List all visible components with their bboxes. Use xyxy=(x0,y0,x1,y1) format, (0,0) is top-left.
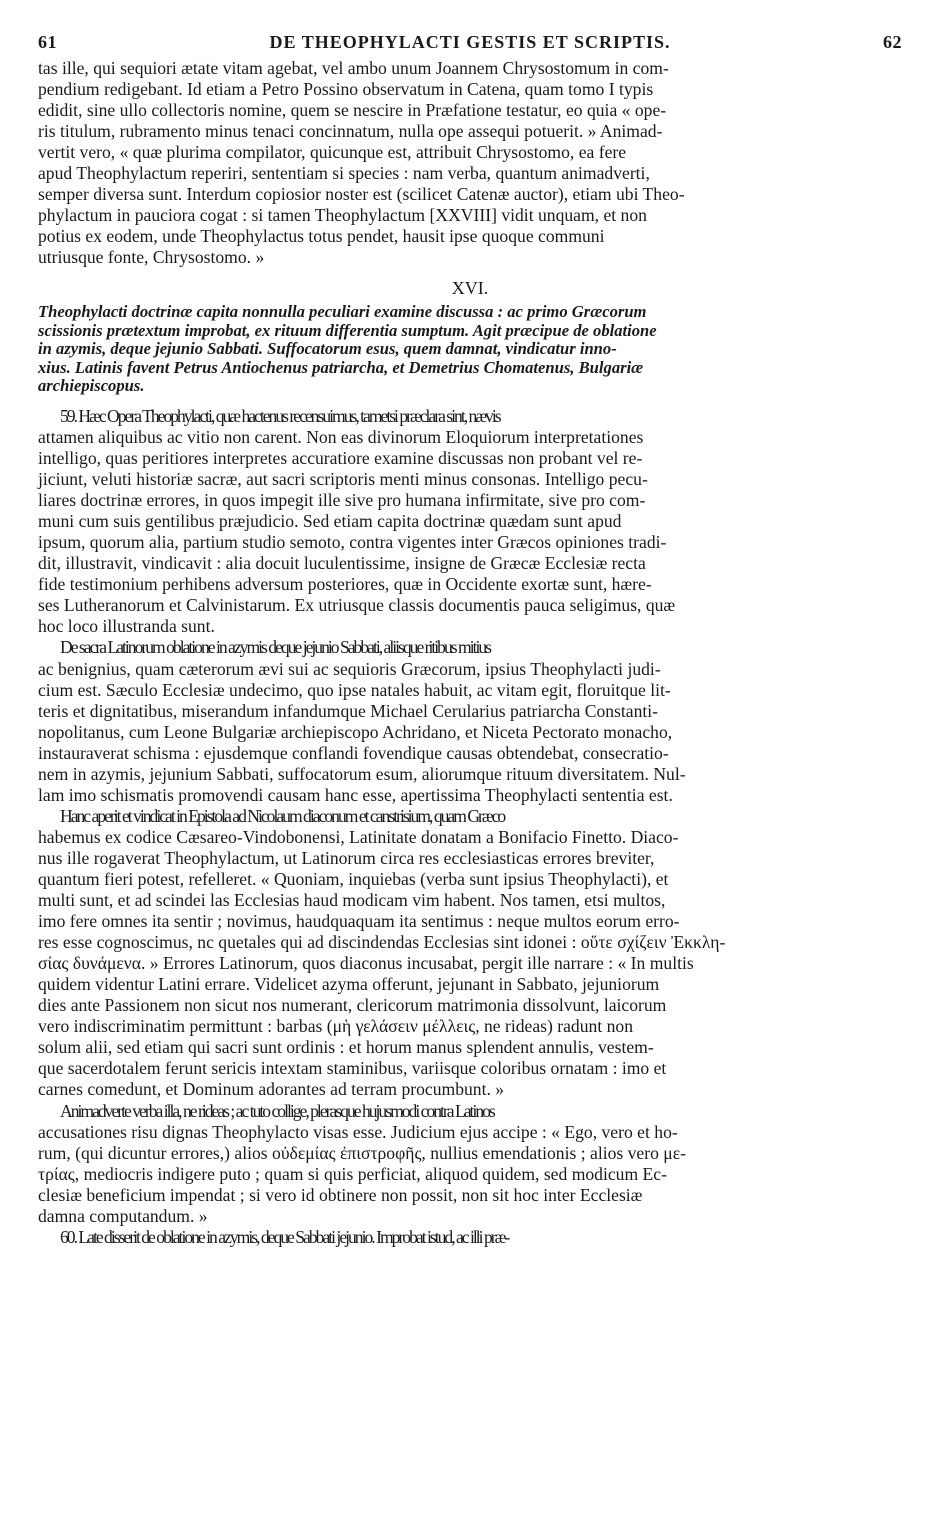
text-line: solum alii, sed etiam qui sacri sunt ordinis : et horum manus splendent annulis, vestem- xyxy=(38,1037,654,1058)
paragraph-de-sacra xyxy=(38,637,902,805)
summary-line: in azymis, deque jejunio Sabbati. Suffocatorum esus, quem damnat, vindicatur inno- xyxy=(38,339,617,359)
text-line: res esse cognoscimus, nc quetales qui ad discindendas Ecclesias sint idonei : οὕτε σχίζειν Ἐκκλη- xyxy=(38,932,726,953)
page-number-left: 61 xyxy=(38,32,57,52)
section-summary xyxy=(38,303,902,396)
text-line: intelligo, quas peritiores interpretes accuratiore examine discussas non probant vel re- xyxy=(38,448,643,469)
text-line: apud Theophylactum reperiri, sententiam si species : nam verba, quantum animadverti, xyxy=(38,163,650,184)
text-line: habemus ex codice Cæsareo-Vindobonensi, Latinitate donatam a Bonifacio Finetto. Diaco- xyxy=(38,826,679,847)
paragraph-59 xyxy=(38,406,902,638)
text-line: quidem videntur Latini errare. Videlicet azyma offerunt, jejunant in Sabbato, jejuniorum xyxy=(38,974,660,995)
text-line: De sacra Latinorum oblatione in azymis deque jejunio Sabbati, aliisque ritibus mitius xyxy=(60,637,491,658)
text-line: vertit vero, « quæ plurima compilator, quicunque est, attribuit Chrysostomo, ea fere xyxy=(38,142,627,163)
text-line: cium est. Sæculo Ecclesiæ undecimo, quo ipse natales habuit, ac vitam egit, floruitque lit- xyxy=(38,679,671,700)
text-line: damna computandum. » xyxy=(38,1205,208,1226)
text-line: σίας δυνάμενα. » Errores Latinorum, quos diaconus incusabat, pergit ille narrare : « In multis xyxy=(38,953,694,974)
summary-line: archiepiscopus. xyxy=(38,376,145,396)
text-line: edidit, sine ullo collectoris nomine, quem se nescire in Præfatione testatur, eo quia « ope- xyxy=(38,100,667,121)
text-line: 59. Hæc Opera Theophylacti, quæ hactenus recensuimus, tametsi præclara sint, nævis xyxy=(60,405,500,426)
text-line: vero indiscriminatim permittunt : barbas (μὴ γελάσειν μέλλεις, ne rideas) radunt non xyxy=(38,1016,634,1037)
text-line: attamen aliquibus ac vitio non carent. Non eas divinorum Eloquiorum interpretationes xyxy=(38,427,644,448)
summary-line: xius. Latinis favent Petrus Antiochenus patriarcha, et Demetrius Chomatenus, Bulgariæ xyxy=(38,357,644,377)
text-line: utriusque fonte, Chrysostomo. » xyxy=(38,247,265,268)
text-line: clesiæ beneficium impendat ; si vero id obtinere non possit, non sit hoc inter Ecclesiæ xyxy=(38,1184,643,1205)
text-line: ipsum, quorum alia, partium studio semoto, contra vigentes inter Græcos opiniones tradi- xyxy=(38,532,667,553)
paragraph-60 xyxy=(38,1227,902,1248)
summary-line: Theophylacti doctrinæ capita nonnulla peculiari examine discussa : ac primo Græcorum xyxy=(38,302,647,322)
text-line: tas ille, qui sequiori ætate vitam agebat, vel ambo unum Joannem Chrysostomum in com- xyxy=(38,58,669,78)
text-line: ses Lutheranorum et Calvinistarum. Ex utriusque classis documentis pauca seligimus, quæ xyxy=(38,595,676,616)
page-number-right: 62 xyxy=(883,32,902,52)
text-line: multi sunt, et ad scindei las Ecclesias haud modicam vim habent. Nos tamen, etsi multos, xyxy=(38,890,666,911)
text-line: instauraverat schisma : ejusdemque conflandi fovendique causas obtendebat, consecratio- xyxy=(38,742,669,763)
text-line: semper diversa sunt. Interdum copiosior noster est (scilicet Catenæ auctor), etiam ubi Theo- xyxy=(38,184,685,205)
paragraph-hanc-aperit xyxy=(38,806,902,1101)
text-line: ris titulum, rubramento minus tenaci concinnatum, nulla ope assequi potuerit. » Animad- xyxy=(38,121,663,142)
text-line: imo fere omnes ita sentir ; novimus, haudquaquam ita sentimus : neque multos eorum erro- xyxy=(38,911,680,932)
text-line: liares doctrinæ errores, in quos impegit ille sive pro humana infirmitate, sive pro com- xyxy=(38,490,646,511)
running-title: DE THEOPHYLACTI GESTIS ET SCRIPTIS. xyxy=(269,32,671,52)
text-line: hoc loco illustranda sunt. xyxy=(38,616,215,637)
text-line: que sacerdotalem ferunt sericis intextam staminibus, variisque coloribus ornatam : imo et xyxy=(38,1058,667,1079)
text-line: fide testimonium perhibens adversum posteriores, quæ in Occidente exortæ sunt, hære- xyxy=(38,574,652,595)
text-line: lam imo schismatis promovendi causam hanc esse, apertissima Theophylacti sententia est. xyxy=(38,784,673,805)
intro-paragraph xyxy=(38,58,902,268)
text-line: ac benignius, quam cæterorum ævi sui ac sequioris Græcorum, ipsius Theophylacti judi- xyxy=(38,658,661,679)
text-line: Animadverte verba illa, ne rideas ; ac tuto collige, plerasque hujusmodi contra Latinos xyxy=(60,1100,494,1121)
text-line: τρίας, mediocris indigere puto ; quam si quis perficiat, aliquod quidem, sed modicum Ec- xyxy=(38,1163,667,1184)
running-head xyxy=(38,32,902,56)
section-numeral: XVI. xyxy=(451,278,489,299)
text-line: accusationes risu dignas Theophylacto visas esse. Judicium ejus accipe : « Ego, vero et ho- xyxy=(38,1121,678,1142)
text-line: rum, (qui dicuntur errores,) alios οὐδεμίας ἐπιστροφῆς, nullius emendationis ; alios vero με- xyxy=(38,1142,686,1163)
text-line: 60. Late disserit de oblatione in azymis, deque Sabbati jejunio. Improbat istud, ac illi præ- xyxy=(60,1226,509,1247)
text-line: nus ille rogaverat Theophylactum, ut Latinorum circa res ecclesiasticas errores breviter, xyxy=(38,847,655,868)
text-line: nopolitanus, cum Leone Bulgariæ archiepiscopo Achridano, et Niceta Pectorato monacho, xyxy=(38,721,673,742)
paragraph-animadverte xyxy=(38,1101,902,1227)
text-line: teris et dignitatibus, miserandum infandumque Michael Cerularius patriarcha Constanti- xyxy=(38,700,659,721)
text-line: carnes comedunt, et Dominum adorantes ad terram procumbunt. » xyxy=(38,1079,505,1100)
text-line: potius ex eodem, unde Theophylactus totus pendet, hausit ipse quoque communi xyxy=(38,226,605,247)
text-line: quantum fieri potest, refelleret. « Quoniam, inquiebas (verba sunt ipsius Theophylacti), et xyxy=(38,869,669,889)
text-line: Hanc aperit et vindicat in Epistola ad Nicolaum diaconum et canstrisium, quam Græco xyxy=(60,805,505,826)
text-line: jiciunt, veluti historiæ sacræ, aut sacri scriptoris menti minus consonas. Intelligo pecu- xyxy=(38,469,648,490)
text-line: muni cum suis gentilibus præjudicio. Sed etiam capita doctrinæ quædam sunt apud xyxy=(38,511,622,532)
text-line: dit, illustravit, vindicavit : alia docuit luculentissime, insigne de Græcæ Ecclesiæ recta xyxy=(38,553,646,574)
text-line: dies ante Passionem non sicut nos numerant, clericorum matrimonia dissolvunt, laicorum xyxy=(38,995,667,1016)
text-line: nem in azymis, jejunium Sabbati, suffocatorum esum, aliorumque rituum diversitatem. Nul- xyxy=(38,763,686,784)
summary-line: scissionis prætextum improbat, ex rituum differentia sumptum. Agit præcipue de oblatione xyxy=(38,320,657,340)
text-line: pendium redigebant. Id etiam a Petro Possino observatum in Catena, quam tomo I typis xyxy=(38,79,654,100)
text-line: phylactum in pauciora cogat : si tamen Theophylactum [XXVIII] vidit unquam, et non xyxy=(38,205,647,226)
